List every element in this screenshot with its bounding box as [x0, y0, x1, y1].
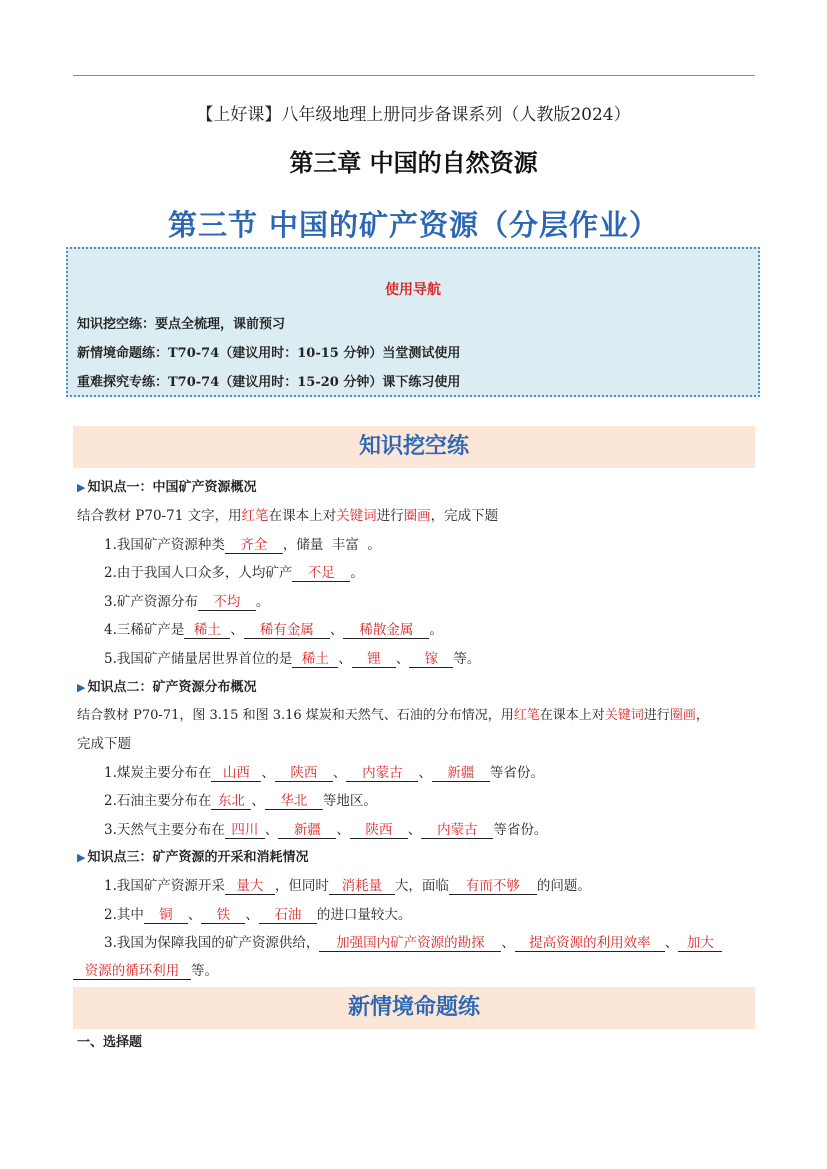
knowledge-point-heading: ▶ 知识点三：矿产资源的开采和消耗情况	[77, 850, 309, 865]
answer-blank: 不均	[198, 595, 256, 611]
answer-blank: 有而不够	[449, 879, 537, 895]
answer-blank: 铜	[144, 908, 188, 924]
answer-blank: 稀有金属	[244, 623, 330, 639]
answer-blank: 内蒙古	[421, 823, 493, 839]
guide-line: 重难探究专练：T70-74（建议用时：15-20 分钟）课下练习使用	[77, 375, 461, 390]
question-line: 3.矿产资源分布 不均 。	[104, 594, 270, 610]
question-line: 2.由于我国人口众多，人均矿产 不足 。	[104, 565, 364, 581]
instruction-line: 结合教材 P70-71 文字，用红笔在课本上对关键词进行圈画，完成下题	[77, 508, 499, 524]
question-line: 3.天然气主要分布在 四川 、 新疆 、 陕西 、 内蒙古 等省份。	[104, 822, 548, 838]
answer-blank: 消耗量	[329, 879, 395, 895]
triangle-bullet-icon: ▶	[77, 851, 86, 864]
answer-blank: 加大	[678, 936, 722, 952]
answer-blank: 稀散金属	[343, 623, 429, 639]
answer-blank: 提高资源的利用效率	[515, 936, 665, 952]
question-line: 1.煤炭主要分布在 山西 、 陕西 、 内蒙古 、 新疆 等省份。	[104, 765, 544, 781]
section-banner-new-context: 新情境命题练	[73, 987, 755, 1029]
answer-blank: 陕西	[275, 766, 333, 782]
answer-blank: 新疆	[278, 823, 336, 839]
triangle-bullet-icon: ▶	[77, 681, 86, 694]
answer-blank: 华北	[265, 794, 323, 810]
question-line: 1.我国矿产资源种类 齐全 ，储量 丰富 。	[104, 533, 381, 554]
knowledge-point-heading: ▶ 知识点一：中国矿产资源概况	[77, 480, 257, 495]
section-title: 第三节 中国的矿产资源（分层作业）	[167, 208, 660, 242]
knowledge-point-heading: ▶ 知识点二：矿产资源分布概况	[77, 680, 257, 695]
answer-blank: 丰富	[331, 537, 359, 553]
answer-blank: 量大	[225, 879, 275, 895]
answer-blank: 铁	[201, 908, 245, 924]
instruction-line: 完成下题	[77, 736, 131, 752]
answer-blank: 锂	[352, 652, 396, 668]
answer-blank: 新疆	[432, 766, 490, 782]
guide-line: 知识挖空练：要点全梳理，课前预习	[77, 317, 286, 332]
answer-blank: 稀土	[292, 652, 338, 668]
question-line: 5.我国矿产储量居世界首位的是 稀土 、 锂 、 镓 等。	[104, 651, 481, 667]
answer-blank: 不足	[292, 566, 350, 582]
answer-blank: 齐全	[225, 538, 283, 554]
question-line: 2.石油主要分布在 东北 、 华北 等地区。	[104, 793, 377, 809]
guide-line: 新情境命题练：T70-74（建议用时：10-15 分钟）当堂测试使用	[77, 346, 461, 361]
answer-blank: 山西	[211, 766, 261, 782]
usage-guide-box	[66, 247, 760, 397]
top-rule	[73, 75, 755, 76]
question-line: 1.我国矿产资源开采 量大 ，但同时 消耗量 大，面临 有而不够 的问题。	[104, 878, 591, 894]
part-heading: 一、选择题	[77, 1035, 143, 1050]
question-line: 4.三稀矿产是 稀土 、 稀有金属 、 稀散金属 。	[104, 622, 443, 638]
answer-blank: 东北	[211, 794, 251, 810]
answer-blank: 稀土	[184, 623, 230, 639]
answer-blank: 内蒙古	[346, 766, 418, 782]
answer-blank: 石油	[259, 908, 317, 924]
section-banner-knowledge: 知识挖空练	[73, 426, 755, 468]
answer-blank: 陕西	[350, 823, 408, 839]
triangle-bullet-icon: ▶	[77, 481, 86, 494]
series-title: 【上好课】八年级地理上册同步备课系列（人教版2024）	[196, 105, 631, 125]
question-line: 资源的循环利用 等。	[73, 959, 218, 980]
question-line: 3.我国为保障我国的矿产资源供给， 加强国内矿产资源的勘探 、 提高资源的利用效率 、 加大	[104, 931, 722, 952]
chapter-title: 第三章 中国的自然资源	[289, 149, 538, 177]
answer-blank: 资源的循环利用	[73, 964, 191, 980]
question-line: 2.其中 铜 、 铁 、 石油 的进口量较大。	[104, 907, 412, 923]
answer-blank: 镓	[409, 652, 453, 668]
guide-title: 使用导航	[385, 282, 441, 298]
answer-blank: 加强国内矿产资源的勘探	[319, 936, 501, 952]
answer-blank: 四川	[225, 823, 265, 839]
instruction-line: 结合教材 P70-71，图 3.15 和图 3.16 煤炭和天然气、石油的分布情况，用红笔在课本上对关键词进行圈画，	[77, 708, 709, 723]
